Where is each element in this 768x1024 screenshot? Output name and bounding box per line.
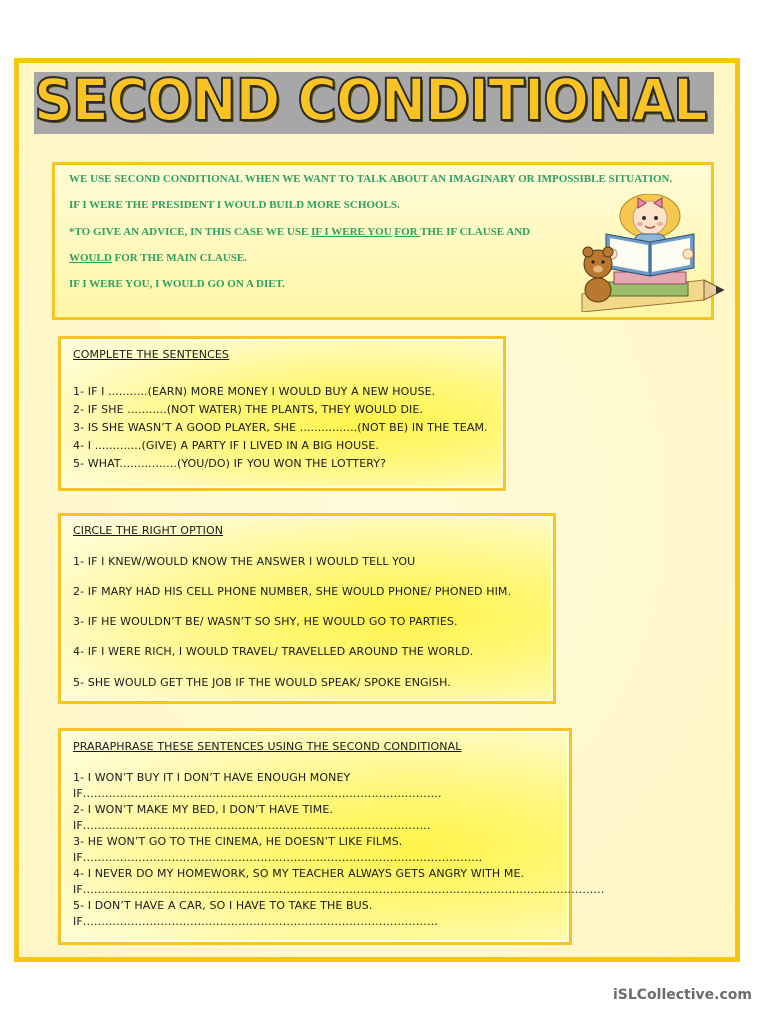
intro-line: WE USE SECOND CONDITIONAL WHEN WE WANT TO TALK ABOUT AN IMAGINARY OR IMPOSSIBLE SITUATION.: [69, 173, 673, 185]
exercise-item: 1- IF I KNEW/WOULD KNOW THE ANSWER I WOULD TELL YOU: [73, 555, 416, 568]
exercise-item: 4- I NEVER DO MY HOMEWORK, SO MY TEACHER ALWAYS GETS ANGRY WITH ME.: [73, 867, 525, 880]
exercise-item: 5- SHE WOULD GET THE JOB IF THE WOULD SPEAK/ SPOKE ENGISH.: [73, 676, 451, 689]
exercise-item: 2- I WON’T MAKE MY BED, I DON’T HAVE TIME.: [73, 803, 333, 816]
intro-line: [69, 226, 530, 238]
exercise-item: 2- IF SHE ...........(NOT WATER) THE PLANTS, THEY WOULD DIE.: [73, 403, 424, 416]
page-title: SECOND CONDITIONAL: [34, 66, 707, 134]
exercise-item: 3- IF HE WOULDN’T BE/ WASN’T SO SHY, HE WOULD GO TO PARTIES.: [73, 615, 458, 628]
intro-text: FOR THE MAIN CLAUSE.: [111, 252, 247, 264]
answer-line: IF………………………………………………………………………………………………: [73, 851, 483, 864]
exercise-item: 3- HE WON’T GO TO THE CINEMA, HE DOESN’T LIKE FILMS.: [73, 835, 403, 848]
exercise-complete-sentences: [58, 336, 506, 491]
intro-highlight: IF I WERE YOU: [311, 226, 392, 238]
exercise-item: 5- WHAT................(YOU/DO) IF YOU WON THE LOTTERY?: [73, 457, 387, 470]
exercise-circle-option: [58, 513, 556, 704]
answer-line: IF…………………………………………………………………………………….: [73, 787, 442, 800]
exercise-item: 1- IF I ...........(EARN) MORE MONEY I WOULD BUY A NEW HOUSE.: [73, 385, 436, 398]
exercise-item: 4- I .............(GIVE) A PARTY IF I LIVED IN A BIG HOUSE.: [73, 439, 379, 452]
exercise-title: CIRCLE THE RIGHT OPTION: [73, 524, 224, 537]
answer-line: IF……………………………………………………………………………………: [73, 915, 438, 928]
exercise-item: 3- IS SHE WASN’T A GOOD PLAYER, SHE ................(NOT BE) IN THE TEAM.: [73, 421, 488, 434]
exercise-item: 2- IF MARY HAD HIS CELL PHONE NUMBER, SHE WOULD PHONE/ PHONED HIM.: [73, 585, 512, 598]
intro-text: THE IF CLAUSE AND: [420, 226, 531, 238]
exercise-title: PRARAPHRASE THESE SENTENCES USING THE SECOND CONDITIONAL: [73, 740, 462, 753]
intro-highlight: FOR: [394, 226, 421, 238]
girl-reading-illustration: [578, 194, 724, 312]
answer-line: IF………………………………………………………………………………….: [73, 819, 431, 832]
intro-highlight: WOULD: [69, 252, 112, 264]
intro-text: *TO GIVE AN ADVICE, IN THIS CASE WE USE: [69, 226, 312, 238]
intro-line: IF I WERE THE PRESIDENT I WOULD BUILD MORE SCHOOLS.: [69, 199, 400, 211]
exercise-title: COMPLETE THE SENTENCES: [73, 348, 230, 361]
intro-line: [69, 252, 247, 264]
exercise-paraphrase: [58, 728, 605, 945]
intro-line: IF I WERE YOU, I WOULD GO ON A DIET.: [69, 278, 285, 290]
exercise-item: 4- IF I WERE RICH, I WOULD TRAVEL/ TRAVELLED AROUND THE WORLD.: [73, 645, 474, 658]
answer-line: IF……………………………………………………………………………………………………………………………: [73, 883, 605, 896]
site-watermark: iSLCollective.com: [612, 987, 752, 1003]
exercise-item: 5- I DON’T HAVE A CAR, SO I HAVE TO TAKE THE BUS.: [73, 899, 373, 912]
exercise-item: 1- I WON’T BUY IT I DON’T HAVE ENOUGH MONEY: [73, 771, 351, 784]
